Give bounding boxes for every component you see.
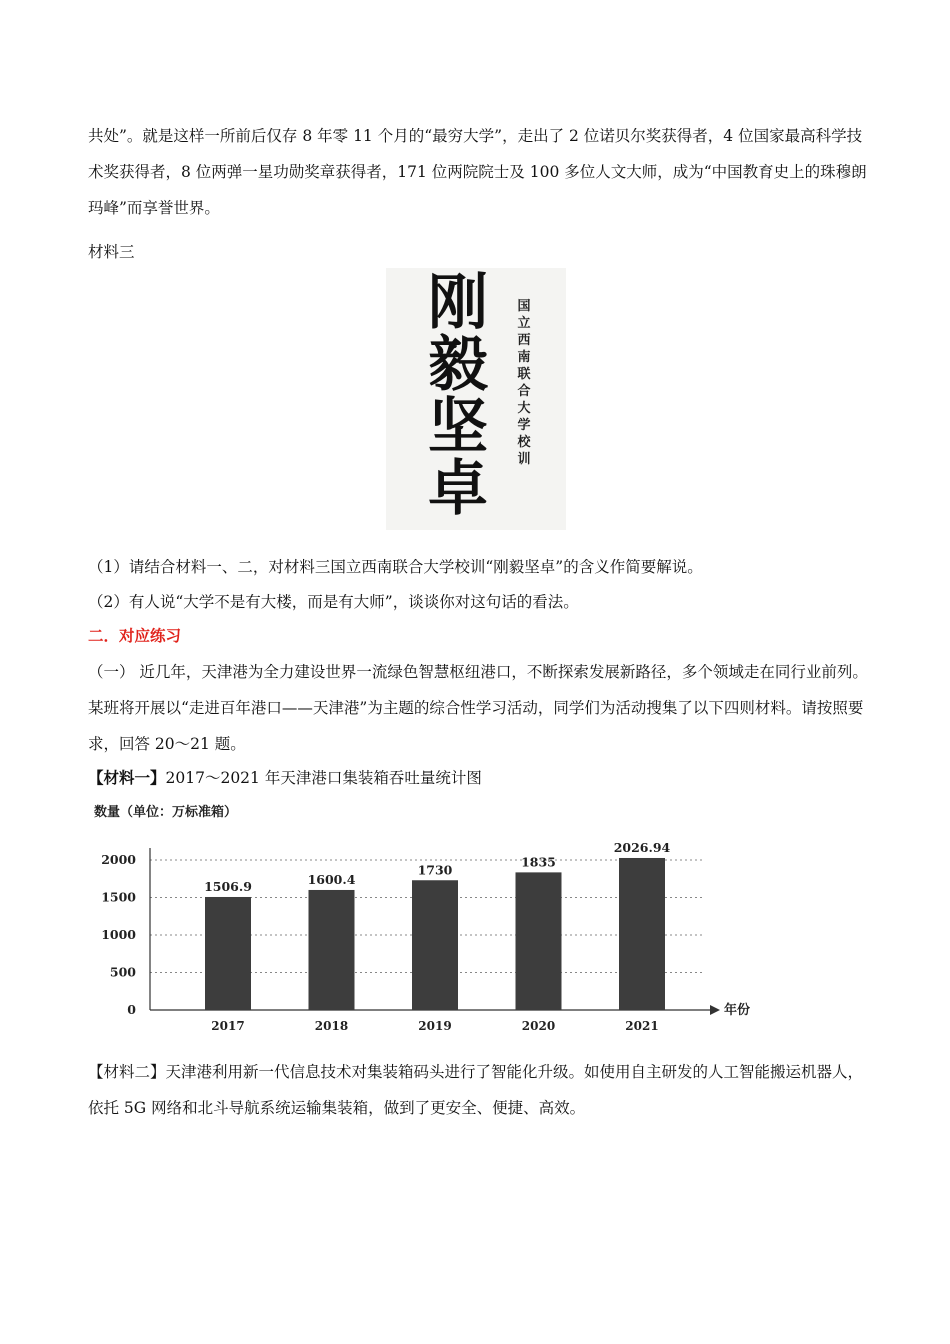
y-tick-label: 2000 [101, 852, 136, 867]
calligraphy-image [386, 268, 566, 530]
data-label-2019: 1730 [417, 862, 453, 878]
data-label-2021: 2026.94 [613, 839, 671, 855]
y-tick-label: 500 [109, 964, 136, 980]
bar-2017 [205, 897, 251, 1010]
chart-svg [88, 800, 758, 1035]
x-axis-arrow [710, 1005, 720, 1015]
material2-paragraph: 【材料二】天津港利用新一代信息技术对集装箱码头进行了智能化升级。如使用自主研发的人工智能搬运机器人，依托 5G 网络和北斗导航系统运输集装箱，做到了更安全、便捷、高效。 [88, 1063, 864, 1117]
x-axis-label: 年份 [724, 1003, 751, 1018]
question-2: （2）有人说“大学不是有大楼，而是有大师”，谈谈你对这句话的看法。 [88, 593, 579, 611]
intro-paragraph: 共处”。就是这样一所前后仅存 8 年零 11 个月的“最穷大学”，走出了 2 位诺贝尔奖获得者，4 位国家最高科学技术奖获得者，8 位两弹一星功勋奖章获得者，171 位两院院士及 100 多位人文大师，成为“中国教育史上的珠穆朗玛峰”而享誉世界。 [88, 127, 867, 217]
y-axis-label: 数量（单位：万标准箱） [94, 805, 238, 820]
x-tick-label-2021: 2021 [625, 1019, 659, 1033]
data-label-2017: 1506.9 [204, 878, 252, 894]
bar-2021 [619, 858, 665, 1010]
material1-caption [88, 766, 482, 790]
material1-label: 【材料一】 [88, 768, 166, 787]
question-1: （1）请结合材料一、二，对材料三国立西南联合大学校训“刚毅坚卓”的含义作简要解说。 [88, 558, 703, 576]
calligraphy-main-text: 刚毅坚卓 [428, 268, 488, 524]
bar-chart [88, 800, 758, 1035]
bar-2020 [516, 872, 562, 1010]
y-tick-label: 1500 [101, 889, 136, 905]
material1-title: 2017～2021 年天津港口集装箱吞吐量统计图 [165, 769, 482, 787]
data-label-2018: 1600.4 [307, 871, 356, 887]
bar-2018 [309, 890, 355, 1010]
section-heading: 二．对应练习 [88, 627, 182, 645]
calligraphy-side-text: 国立西南联合大学校训 [517, 299, 531, 467]
material3-label: 材料三 [88, 243, 135, 261]
x-tick-label-2020: 2020 [521, 1019, 556, 1033]
exercise-paragraph: （一） 近几年，天津港为全力建设世界一流绿色智慧枢纽港口，不断探索发展新路径，多个领域走在同行业前列。某班将开展以“走进百年港口——天津港”为主题的综合性学习活动，同学们为活动搜集了以下四则材料。请按照要求，回答 20～21 题。 [88, 663, 868, 753]
bar-2019 [412, 880, 458, 1010]
x-tick-label-2017: 2017 [211, 1019, 245, 1033]
x-tick-label-2018: 2018 [314, 1019, 349, 1033]
y-tick-label: 0 [127, 1002, 136, 1017]
data-label-2020: 1835 [521, 854, 556, 870]
y-tick-label: 1000 [101, 927, 136, 942]
x-tick-label-2019: 2019 [418, 1019, 452, 1033]
